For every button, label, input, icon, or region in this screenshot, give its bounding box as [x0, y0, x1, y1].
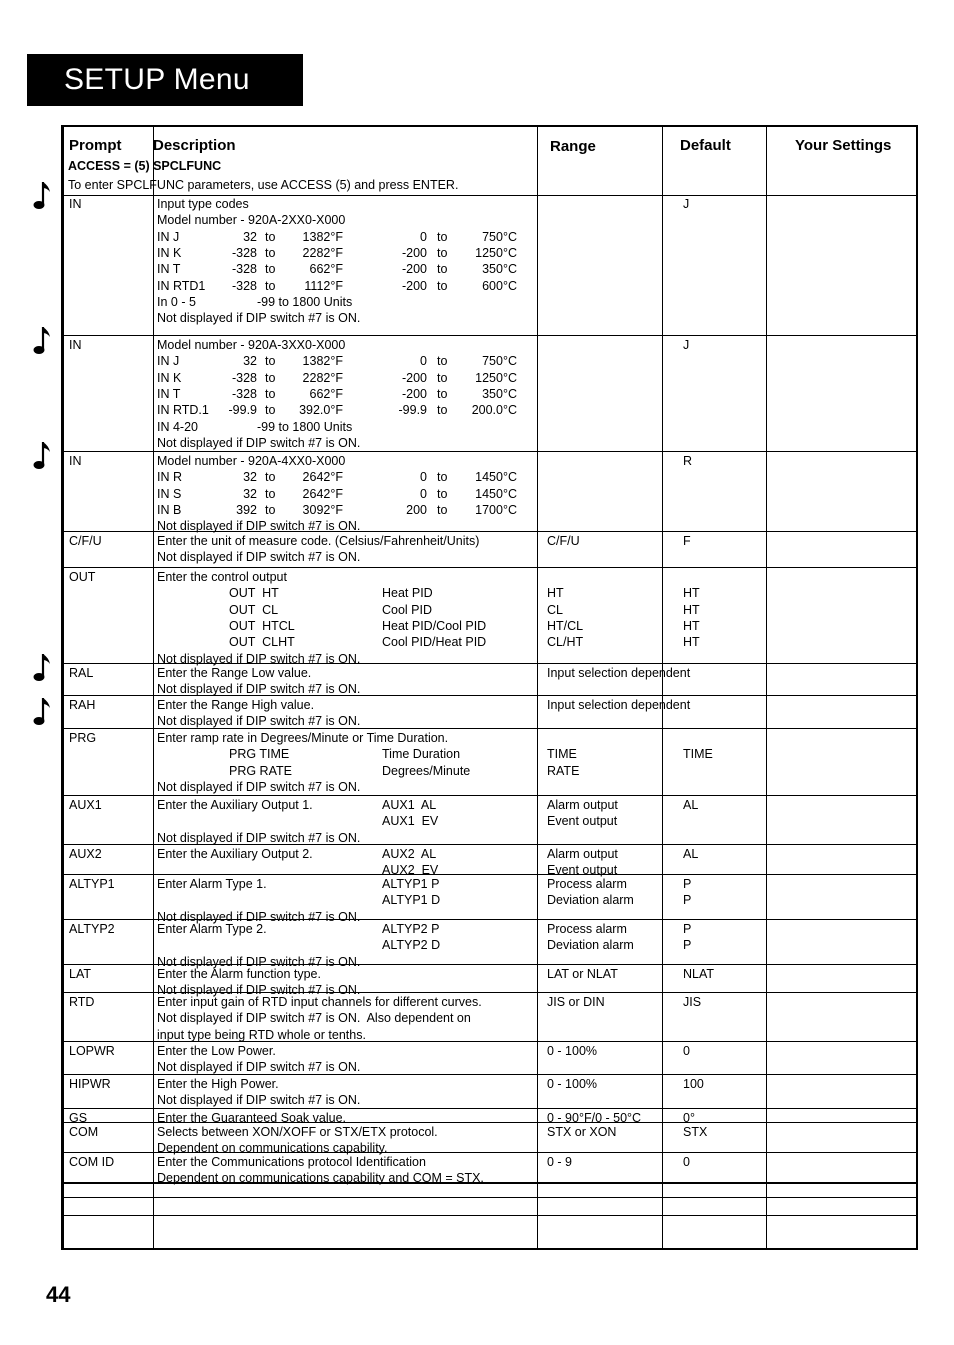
input-range-value: -328 — [231, 262, 257, 277]
input-range-value: 600°C — [482, 278, 517, 293]
row-description-line: Enter the Alarm function type. — [157, 967, 321, 981]
row-description-line: Not displayed if DIP switch #7 is ON. — [157, 714, 361, 729]
option-code: PRG RATE — [229, 763, 292, 778]
row-prompt: IN — [69, 197, 82, 211]
input-range-value: 392.0°F — [299, 403, 343, 418]
input-range-value: 350°C — [482, 262, 517, 277]
input-range-value: IN J — [157, 354, 180, 369]
input-range-value: to — [265, 245, 276, 260]
input-extra-range: -99 to 1800 Units — [257, 419, 353, 434]
input-range-value: 2642°F — [302, 470, 343, 485]
option-default: HT — [683, 602, 700, 617]
row-description-line: Selects between XON/XOFF or STX/ETX protocol. — [157, 1125, 438, 1139]
table-row — [64, 195, 916, 336]
input-range-value: to — [437, 403, 448, 418]
table-row — [64, 1075, 916, 1109]
option-range: Alarm output — [547, 798, 618, 812]
option-label: Cool PID/Heat PID — [382, 635, 487, 650]
table-row — [64, 336, 916, 452]
input-range-value: to — [265, 370, 276, 385]
row-note: Not displayed if DIP switch #7 is ON. — [157, 830, 361, 845]
row-default: STX — [683, 1125, 708, 1139]
input-range-value: -200 — [401, 386, 427, 401]
row-prompt: PRG — [69, 731, 97, 745]
page-title-bar — [27, 54, 303, 106]
row-prompt: HIPWR — [69, 1077, 111, 1091]
table-row — [64, 664, 916, 696]
option-range: RATE — [547, 763, 580, 778]
table-row — [64, 532, 916, 568]
row-description-line: Dependent on communications capability. — [157, 1141, 388, 1156]
option-range: TIME — [547, 747, 577, 762]
input-range-value: -99.9 — [228, 403, 257, 418]
option-code: OUT CL — [229, 602, 279, 617]
row-description-line: Enter the control output — [157, 570, 287, 584]
header-range: Range — [550, 138, 596, 155]
header-prompt: Prompt — [69, 137, 122, 154]
row-note: Not displayed if DIP switch #7 is ON. — [157, 651, 361, 666]
option-label: Heat PID/Cool PID — [382, 618, 487, 633]
input-range-value: to — [437, 386, 448, 401]
option-range: HT/CL — [547, 618, 584, 633]
input-range-value: 662°F — [309, 386, 343, 401]
option-default: HT — [683, 635, 700, 650]
row-prompt: LOPWR — [69, 1044, 115, 1058]
option-label: Time Duration — [382, 747, 461, 762]
input-range-value: to — [265, 386, 276, 401]
row-prompt: COM ID — [69, 1155, 115, 1169]
option-code: ALTYP1 P — [382, 877, 440, 891]
row-description-line: Not displayed if DIP switch #7 is ON. — [157, 1093, 361, 1108]
input-range-value: 32 — [243, 229, 257, 244]
music-note-icon — [33, 180, 53, 212]
row-default: 0 — [683, 1044, 690, 1058]
input-range-value: to — [437, 245, 448, 260]
table-row — [64, 993, 916, 1042]
row-prompt: IN — [69, 338, 82, 352]
input-range-value: IN B — [157, 502, 182, 517]
input-range-value: 0 — [420, 486, 427, 501]
input-range-value: IN K — [157, 245, 182, 260]
input-range-value: 2282°F — [302, 370, 343, 385]
row-default: NLAT — [683, 967, 715, 981]
row-range: JIS or DIN — [547, 995, 605, 1009]
row-prompt: ALTYP2 — [69, 922, 115, 936]
option-code: AUX2 AL — [382, 847, 437, 861]
row-prompt: AUX1 — [69, 798, 102, 812]
row-prompt: LAT — [69, 967, 91, 981]
header-your-settings: Your Settings — [795, 137, 892, 154]
table-row — [64, 875, 916, 924]
option-range: Alarm output — [547, 847, 618, 861]
input-range-value: 1382°F — [302, 229, 343, 244]
input-range-value: 2282°F — [302, 245, 343, 260]
row-description-line: Model number - 920A-4XX0-X000 — [157, 454, 346, 468]
input-range-value: to — [265, 229, 276, 244]
blank-row-divider — [64, 1215, 916, 1216]
option-code: ALTYP2 D — [382, 938, 441, 953]
input-range-value: to — [437, 370, 448, 385]
input-range-value: -328 — [231, 245, 257, 260]
row-description-line: Enter Alarm Type 1. — [157, 877, 267, 891]
input-range-value: 1450°C — [475, 486, 517, 501]
row-range: Input selection dependent — [547, 666, 691, 680]
row-description-line: Enter the unit of measure code. (Celsius/Fahrenheit/Units) — [157, 534, 480, 548]
music-note-icon — [33, 696, 53, 728]
input-range-value: IN RTD1 — [157, 278, 206, 293]
row-prompt: COM — [69, 1125, 99, 1139]
row-prompt: ALTYP1 — [69, 877, 115, 891]
input-extra-range: -99 to 1800 Units — [257, 294, 353, 309]
input-range-value: -328 — [231, 278, 257, 293]
input-range-value: IN S — [157, 486, 182, 501]
row-range: 0 - 100% — [547, 1077, 598, 1091]
access-note: To enter SPCLFUNC parameters, use ACCESS (5) and press ENTER. — [68, 178, 459, 192]
row-prompt: C/F/U — [69, 534, 102, 548]
row-range: Input selection dependent — [547, 698, 691, 712]
row-note: Not displayed if DIP switch #7 is ON. — [157, 311, 361, 326]
input-range-value: 750°C — [482, 354, 517, 369]
row-default: J — [683, 338, 690, 352]
row-note: Not displayed if DIP switch #7 is ON. — [157, 435, 361, 450]
row-description-line: Not displayed if DIP switch #7 is ON. — [157, 550, 361, 565]
option-default: P — [683, 922, 692, 936]
input-range-value: to — [437, 262, 448, 277]
table-row — [64, 1123, 916, 1156]
input-range-value: 1700°C — [475, 502, 517, 517]
input-range-value: to — [437, 486, 448, 501]
option-code: ALTYP1 D — [382, 893, 441, 908]
input-range-value: IN R — [157, 470, 182, 485]
input-range-value: IN J — [157, 229, 180, 244]
table-row — [64, 729, 916, 796]
row-note: Not displayed if DIP switch #7 is ON. — [157, 954, 361, 969]
table-row — [64, 696, 916, 729]
input-range-value: 3092°F — [302, 502, 343, 517]
input-extra-label: IN 4-20 — [157, 419, 198, 434]
input-range-value: IN T — [157, 386, 181, 401]
row-range: LAT or NLAT — [547, 967, 618, 981]
input-range-value: -328 — [231, 386, 257, 401]
input-range-value: 350°C — [482, 386, 517, 401]
input-range-value: 32 — [243, 354, 257, 369]
row-prompt: RAH — [69, 698, 96, 712]
input-range-value: to — [437, 470, 448, 485]
option-default: AL — [683, 847, 699, 861]
option-range: Process alarm — [547, 877, 627, 891]
input-range-value: 200.0°C — [471, 403, 517, 418]
input-range-value: 1450°C — [475, 470, 517, 485]
page-title: SETUP Menu — [64, 63, 250, 96]
input-range-value: to — [437, 354, 448, 369]
option-range: Deviation alarm — [547, 938, 634, 953]
option-code: ALTYP2 P — [382, 922, 440, 936]
option-default: P — [683, 877, 692, 891]
row-note: Not displayed if DIP switch #7 is ON. — [157, 779, 361, 794]
blank-row-divider — [64, 1197, 916, 1198]
table-row — [64, 452, 916, 532]
setup-menu-table — [61, 125, 918, 1250]
header-default: Default — [680, 137, 731, 154]
music-note-icon — [33, 652, 53, 684]
row-range: 0 - 90°F/0 - 50°C — [547, 1111, 642, 1125]
header-description: Description — [153, 137, 236, 154]
input-range-value: 200 — [406, 502, 427, 517]
row-prompt: RTD — [69, 995, 95, 1009]
input-range-value: 392 — [236, 502, 257, 517]
option-range: Event output — [547, 814, 618, 829]
option-range: Deviation alarm — [547, 893, 634, 908]
row-description-line: Not displayed if DIP switch #7 is ON. — [157, 983, 361, 998]
option-code: PRG TIME — [229, 747, 290, 762]
access-line: ACCESS = (5) SPCLFUNC — [68, 159, 222, 173]
input-range-value: to — [437, 229, 448, 244]
input-range-value: 32 — [243, 486, 257, 501]
option-label: Heat PID — [382, 586, 433, 601]
row-description-line: Dependent on communications capability and COM = STX. — [157, 1171, 484, 1186]
row-description-line: Enter the Guaranteed Soak value. — [157, 1111, 347, 1125]
option-code: AUX1 EV — [382, 814, 439, 829]
blank-row-divider — [64, 1183, 916, 1184]
input-extra-label: In 0 - 5 — [157, 294, 196, 309]
row-prompt: IN — [69, 454, 82, 468]
row-default: R — [683, 454, 693, 468]
row-prompt: GS — [69, 1111, 88, 1125]
option-label: Cool PID — [382, 602, 433, 617]
input-range-value: -200 — [401, 370, 427, 385]
option-range: Process alarm — [547, 922, 627, 936]
music-note-icon — [33, 440, 53, 472]
input-range-value: 1250°C — [475, 370, 517, 385]
input-range-value: -200 — [401, 262, 427, 277]
row-description-line: Not displayed if DIP switch #7 is ON. — [157, 1060, 361, 1075]
row-prompt: AUX2 — [69, 847, 102, 861]
row-description-line: Not displayed if DIP switch #7 is ON. — [157, 682, 361, 697]
input-range-value: to — [437, 278, 448, 293]
row-default: JIS — [683, 995, 702, 1009]
row-description-line: Not displayed if DIP switch #7 is ON. Also dependent on — [157, 1011, 471, 1026]
input-range-value: -99.9 — [398, 403, 427, 418]
option-range: CL/HT — [547, 635, 584, 650]
row-description-line: Enter the Auxiliary Output 2. — [157, 847, 313, 861]
option-default: AL — [683, 798, 699, 812]
input-range-value: to — [265, 486, 276, 501]
option-code: OUT HT — [229, 586, 279, 601]
row-description-line: Enter the Range High value. — [157, 698, 315, 712]
input-range-value: 750°C — [482, 229, 517, 244]
row-description-line: Enter the High Power. — [157, 1077, 279, 1091]
table-row — [64, 1042, 916, 1075]
option-code: OUT CLHT — [229, 635, 295, 650]
input-range-value: IN T — [157, 262, 181, 277]
option-default: HT — [683, 618, 700, 633]
row-description-line: Enter Alarm Type 2. — [157, 922, 267, 936]
table-header — [64, 127, 916, 196]
option-code: AUX2 EV — [382, 863, 439, 878]
option-code: OUT HTCL — [229, 618, 295, 633]
input-range-value: -328 — [231, 370, 257, 385]
row-description-line: Model number - 920A-3XX0-X000 — [157, 338, 346, 352]
input-range-value: 32 — [243, 470, 257, 485]
row-default: F — [683, 534, 691, 548]
table-row — [64, 920, 916, 969]
table-row — [64, 796, 916, 845]
row-description-line: Enter the Communications protocol Identification — [157, 1155, 426, 1169]
row-description-line: Model number - 920A-2XX0-X000 — [157, 213, 346, 228]
option-range: CL — [547, 602, 563, 617]
input-range-value: IN RTD.1 — [157, 403, 209, 418]
option-range: HT — [547, 586, 564, 601]
row-note: Not displayed if DIP switch #7 is ON. — [157, 519, 361, 534]
option-default: HT — [683, 586, 700, 601]
row-description-line: Input type codes — [157, 197, 249, 211]
input-range-value: 0 — [420, 229, 427, 244]
input-range-value: -200 — [401, 278, 427, 293]
input-range-value: to — [265, 354, 276, 369]
input-range-value: to — [265, 278, 276, 293]
table-row — [64, 568, 916, 664]
option-label: Degrees/Minute — [382, 763, 471, 778]
table-row — [64, 1109, 916, 1123]
input-range-value: -200 — [401, 245, 427, 260]
row-range: 0 - 100% — [547, 1044, 598, 1058]
music-note-icon — [33, 325, 53, 357]
option-code: AUX1 AL — [382, 798, 437, 812]
row-description-line: Enter the Auxiliary Output 1. — [157, 798, 313, 812]
row-default: 100 — [683, 1077, 704, 1091]
input-range-value: 2642°F — [302, 486, 343, 501]
table-row — [64, 965, 916, 998]
table-row — [64, 845, 916, 878]
row-description-line: Enter ramp rate in Degrees/Minute or Time Duration. — [157, 731, 449, 745]
input-range-value: 1250°C — [475, 245, 517, 260]
row-default: 0 — [683, 1155, 690, 1169]
input-range-value: 1382°F — [302, 354, 343, 369]
row-prompt: RAL — [69, 666, 94, 680]
row-default: 0° — [683, 1111, 695, 1125]
row-default: J — [683, 197, 690, 211]
row-description-line: Enter the Low Power. — [157, 1044, 276, 1058]
row-description-line: Enter the Range Low value. — [157, 666, 312, 680]
row-description-line: input type being RTD whole or tenths. — [157, 1027, 366, 1042]
option-range: Event output — [547, 863, 618, 878]
input-range-value: 0 — [420, 354, 427, 369]
table-row — [64, 1153, 916, 1186]
row-description-line: Enter input gain of RTD input channels for different curves. — [157, 995, 482, 1009]
input-range-value: to — [265, 262, 276, 277]
row-prompt: OUT — [69, 570, 96, 584]
row-range: 0 - 9 — [547, 1155, 573, 1169]
input-range-value: 662°F — [309, 262, 343, 277]
option-default: TIME — [683, 747, 713, 762]
input-range-value: to — [265, 470, 276, 485]
input-range-value: to — [265, 502, 276, 517]
row-note: Not displayed if DIP switch #7 is ON. — [157, 909, 361, 924]
row-range: STX or XON — [547, 1125, 617, 1139]
option-default: P — [683, 893, 692, 908]
input-range-value: to — [437, 502, 448, 517]
page-number: 44 — [46, 1282, 71, 1307]
input-range-value: IN K — [157, 370, 182, 385]
input-range-value: 1112°F — [304, 278, 343, 293]
row-range: C/F/U — [547, 534, 580, 548]
input-range-value: 0 — [420, 470, 427, 485]
option-default: P — [683, 938, 692, 953]
input-range-value: to — [265, 403, 276, 418]
